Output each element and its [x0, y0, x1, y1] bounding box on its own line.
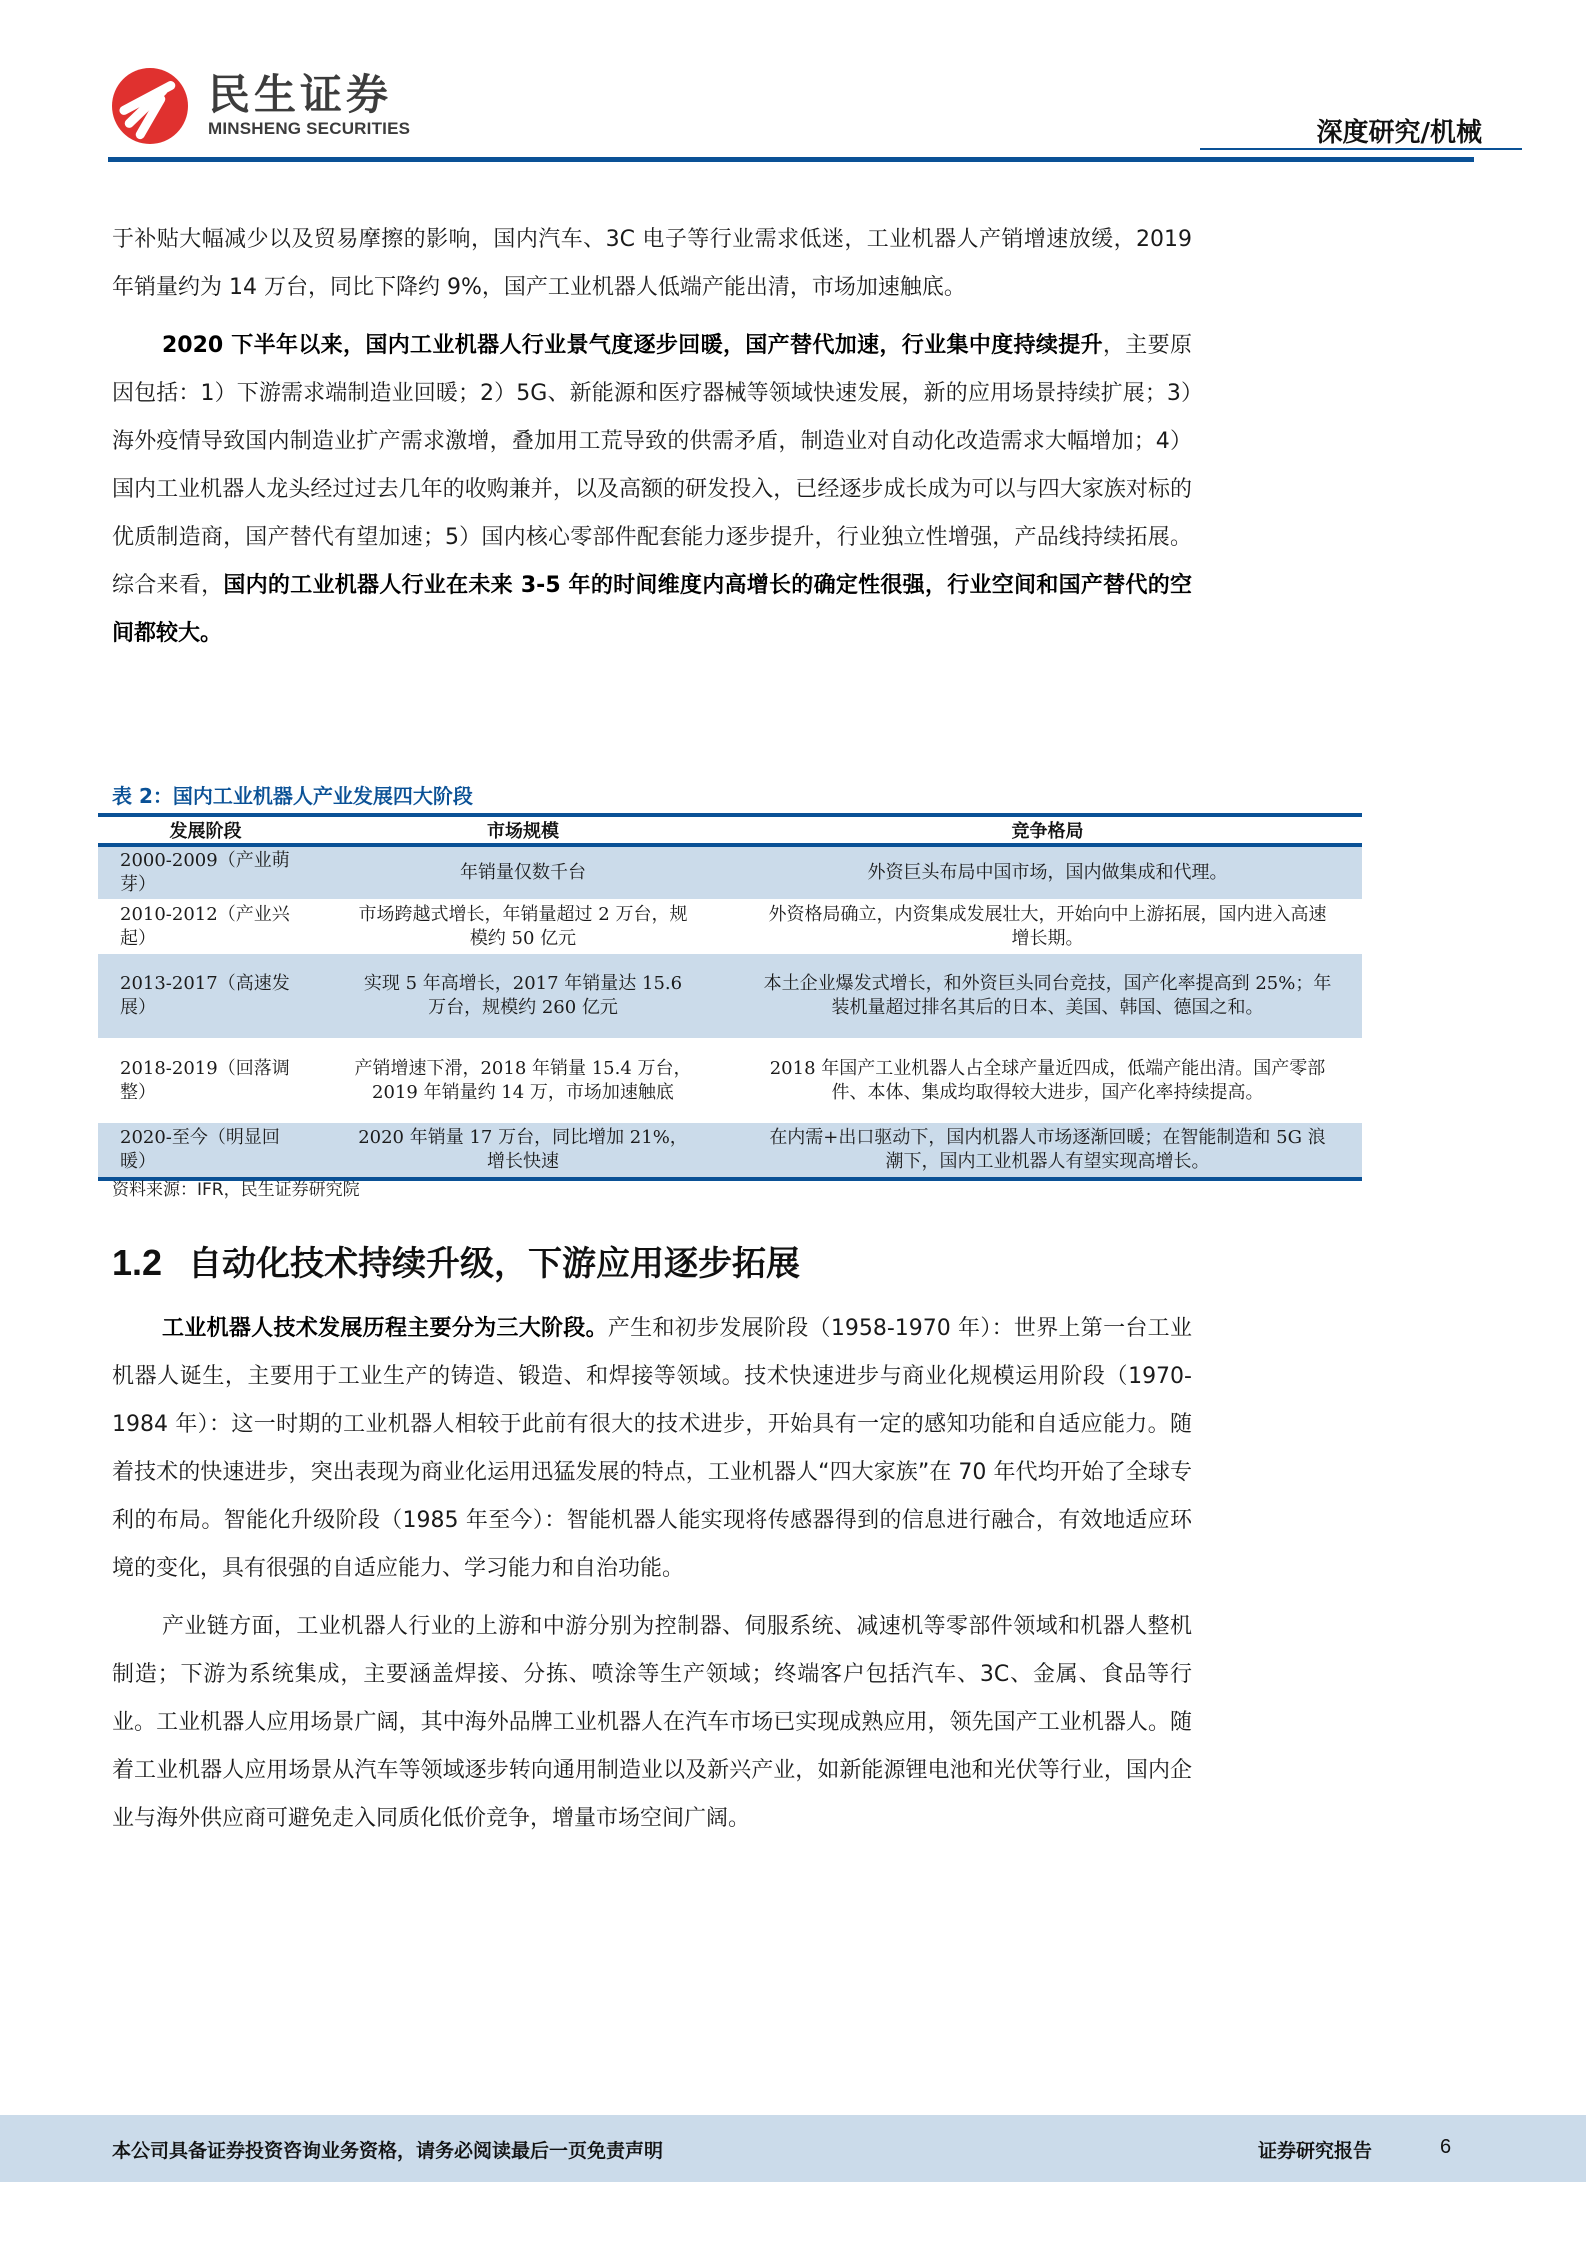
market-cell: 产销增速下滑，2018 年销量 15.4 万台，2019 年销量约 14 万，市场加速触底 — [354, 1057, 692, 1103]
table-row — [98, 845, 1362, 899]
brand-logo — [112, 68, 410, 144]
table-header-row — [98, 815, 1362, 845]
competition-cell: 本土企业爆发式增长，和外资巨头同台竞技，国产化率提高到 25%；年装机量超过排名其后的日本、美国、韩国、德国之和。 — [763, 973, 1332, 1018]
header-divider — [108, 157, 1474, 162]
competition-cell: 2018 年国产工业机器人占全球产量近四成，低端产能出清。国产零部件、本体、集成均取得较大进步，国产化率持续提高。 — [769, 1057, 1326, 1103]
page-number: 6 — [1440, 2136, 1452, 2158]
header-divider-thin — [1200, 148, 1522, 150]
table-row — [98, 1038, 1362, 1123]
report-category: 深度研究/机械 — [1316, 118, 1482, 148]
market-cell: 实现 5 年高增长，2017 年销量达 15.6 万台，规模约 260 亿元 — [363, 973, 683, 1018]
market-cell: 市场跨越式增长，年销量超过 2 万台，规模约 50 亿元 — [358, 903, 688, 949]
body-section-top — [112, 216, 1192, 658]
tech-stages-lead: 工业机器人技术发展历程主要分为三大阶段。 — [162, 1316, 608, 1341]
development-stages-table — [98, 813, 1362, 1181]
brand-name-cn: 民生证券 — [208, 70, 393, 119]
competition-cell: 外资格局确立，内资集成发展壮大，开始向中上游拓展，国内进入高速增长期。 — [768, 903, 1327, 949]
table-row — [98, 899, 1362, 954]
stage-cell: 2013-2017（高速发展） — [120, 973, 290, 1018]
recovery-lead: 2020 下半年以来，国内工业机器人行业景气度逐步回暖，国产替代加速，行业集中度持续提升 — [162, 333, 1103, 358]
section-title-text: 自动化技术持续升级，下游应用逐步拓展 — [188, 1244, 801, 1284]
stage-cell: 2020-至今（明显回暖） — [120, 1127, 280, 1172]
section-number: 1.2 — [112, 1242, 163, 1283]
footer-doc-type: 证券研究报告 — [1258, 2140, 1373, 2162]
table-source-note: 资料来源：IFR，民生证券研究院 — [112, 1180, 360, 1200]
table-row — [98, 1123, 1362, 1179]
tech-stages-body: 产生和初步发展阶段（1958-1970 年）：世界上第一台工业机器人诞生，主要用于工业生产的铸造、锻造、和焊接等领域。技术快速进步与商业化规模运用阶段（1970-1984 年）：这一时期的工业机器人相较于此前有很大的技术进步，开始具有一定的感知功能和自适应能力。随着技术的快速进步，突出表现为商业化运用迅猛发展的特点，工业机器人“四大家族”在 70 年代均开始了全球专利的布局。智能化升级阶段（1985 年至今）：智能机器人能实现将传感器得到的信息进行融合，有效地适应环境的变化，具有很强的自适应能力、学习能力和自治功能。 — [112, 1316, 1192, 1581]
stage-cell: 2010-2012（产业兴起） — [120, 903, 290, 949]
brand-name-en: MINSHENG SECURITIES — [208, 119, 411, 138]
logo-emblem-icon — [112, 68, 188, 144]
recovery-conclusion: 国内的工业机器人行业在未来 3-5 年的时间维度内高增长的确定性很强，行业空间和国产替代的空间都较大。 — [112, 573, 1192, 646]
paragraph-industry-chain: 产业链方面，工业机器人行业的上游和中游分别为控制器、伺服系统、减速机等零部件领域和机器人整机制造；下游为系统集成，主要涵盖焊接、分拣、喷涂等生产领域；终端客户包括汽车、3C、金属、食品等行业。工业机器人应用场景广阔，其中海外品牌工业机器人在汽车市场已实现成熟应用，领先国产工业机器人。随着工业机器人应用场景从汽车等领域逐步转向通用制造业以及新兴产业，如新能源锂电池和光伏等行业，国内企业与海外供应商可避免走入同质化低价竞争，增量市场空间广阔。 — [112, 1614, 1192, 1831]
section-heading — [112, 1236, 800, 1285]
market-cell: 年销量仅数千台 — [460, 862, 586, 883]
body-section-bottom — [112, 1305, 1192, 1843]
paragraph-market-slowdown: 于补贴大幅减少以及贸易摩擦的影响，国内汽车、3C 电子等行业需求低迷，工业机器人产销增速放缓，2019 年销量约为 14 万台，同比下降约 9%，国产工业机器人低端产能出清，市场加速触底。 — [112, 227, 1192, 300]
market-cell: 2020 年销量 17 万台，同比增加 21%，增长快速 — [358, 1127, 688, 1172]
competition-cell: 在内需+出口驱动下，国内机器人市场逐渐回暖；在智能制造和 5G 浪潮下，国内工业机器人有望实现高增长。 — [769, 1127, 1326, 1172]
recovery-body: ，主要原因包括：1）下游需求端制造业回暖；2）5G、新能源和医疗器械等领域快速发展，新的应用场景持续扩展；3）海外疫情导致国内制造业扩产需求激增，叠加用工荒导致的供需矛盾，制造业对自动化改造需求大幅增加；4）国内工业机器人龙头经过过去几年的收购兼并，以及高额的研发投入，已经逐步成长成为可以与四大家族对标的优质制造商，国产替代有望加速；5）国内核心零部件配套能力逐步提升，行业独立性增强，产品线持续拓展。综合来看， — [112, 333, 1192, 598]
stage-cell: 2018-2019（回落调整） — [120, 1057, 290, 1103]
page-footer — [0, 2115, 1586, 2182]
footer-disclaimer: 本公司具备证券投资咨询业务资格，请务必阅读最后一页免责声明 — [112, 2140, 664, 2162]
competition-cell: 外资巨头布局中国市场，国内做集成和代理。 — [867, 862, 1228, 883]
stage-cell: 2000-2009（产业萌芽） — [120, 850, 290, 895]
table-title: 表 2：国内工业机器人产业发展四大阶段 — [112, 784, 473, 808]
table-row — [98, 954, 1362, 1038]
paragraph-tech-stages — [112, 1305, 1192, 1593]
paragraph-recovery — [112, 322, 1192, 658]
column-header-stage: 发展阶段 — [169, 821, 242, 842]
column-header-competition: 竞争格局 — [1011, 821, 1084, 842]
page-header — [0, 0, 1586, 170]
column-header-market: 市场规模 — [487, 821, 559, 842]
